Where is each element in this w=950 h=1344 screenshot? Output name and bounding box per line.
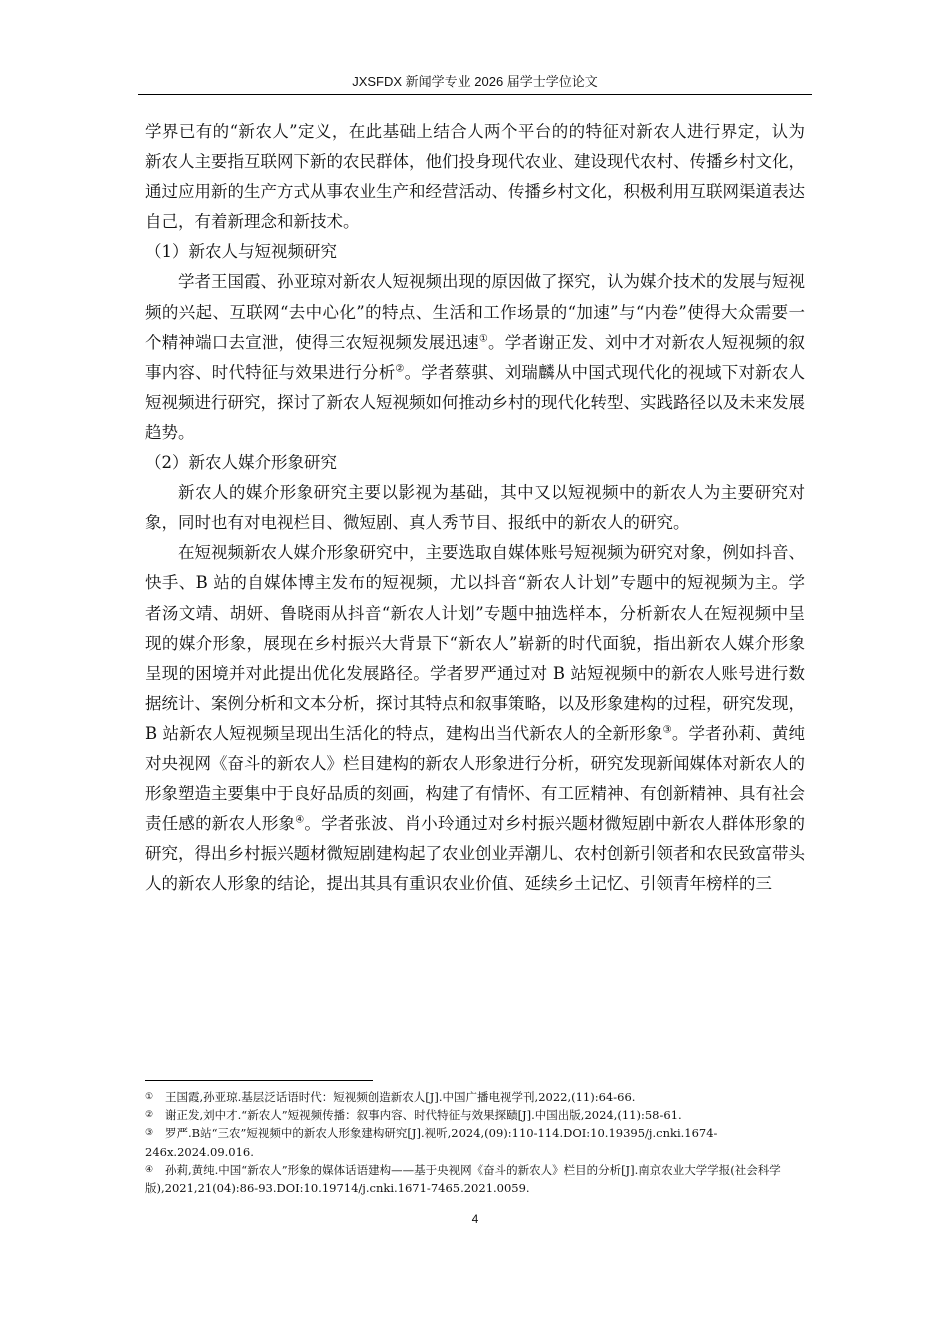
footnote-mark: ②	[145, 1110, 154, 1121]
footnote-text: 孙莉,黄纯.中国“新农人”形象的媒体话语建构——基于央视网《奋斗的新农人》栏目的分析[J].南京农业大学学报(社会科学版),2021,21(04):86-93.DOI:10.19714/j.cnki.1671-7465.2021.0059.	[145, 1162, 781, 1196]
footnote-ref-1[interactable]: ①	[478, 333, 489, 345]
section-heading-1: （1）新农人与短视频研究	[145, 242, 337, 262]
page-number: 4	[471, 1212, 479, 1226]
footnote-ref-3[interactable]: ③	[662, 724, 672, 736]
paragraph-text: 。学者蔡骐、刘瑞麟从中国式现代化的视域下对新农人短视频进行研究，探讨了新农人短视频如何推动乡村的现代化转型、实践路径以及未来发展趋势。	[145, 362, 806, 442]
body-text	[145, 117, 805, 899]
footnote-mark: ①	[145, 1092, 154, 1102]
paragraph-media-image-studies	[145, 538, 805, 899]
paragraph-text: 学者王国霞、孙亚琼对新农人短视频出现的原因做了探究，认为媒介技术的发展与短视频的兴起、互联网“去中心化”的特点、生活和工作场景的“加速”与“内卷”使得大众需要一个精神端口去宣泄，使得三农短视频发展迅速	[145, 272, 805, 352]
paragraph-text: 。学者谢正发、刘中才对新农人短视频的叙事内容、时代特征与效果进行分析	[145, 332, 806, 382]
footnote-text: 王国霞,孙亚琼.基层泛话语时代：短视频创造新农人[J].中国广播电视学刊,2022,(11):64-66.	[165, 1090, 636, 1104]
paragraph-text: 在短视频新农人媒介形象研究中，主要选取自媒体账号短视频为研究对象，例如抖音、快手、B 站的自媒体博主发布的短视频，尤以抖音“新农人计划”专题中的短视频为主。学者汤文靖、胡妍、鲁晓雨从抖音“新农人计划”专题中抽选样本，分析新农人在短视频中呈现的媒介形象，展现在乡村振兴大背景下“新农人”崭新的时代面貌，指出新农人媒介形象呈现的困境并对此提出优化发展路径。学者罗严通过对 B 站短视频中的新农人账号进行数据统计、案例分析和文本分析，探讨其特点和叙事策略，以及形象建构的过程，研究发现，B 站新农人短视频呈现出生活化的特点，建构出当代新农人的全新形象	[145, 543, 805, 743]
footnote-text: 谢正发,刘中才.“新农人”短视频传播：叙事内容、时代特征与效果探赜[J].中国出版,2024,(11):58-61.	[165, 1108, 682, 1123]
paragraph-short-video-research	[145, 267, 805, 448]
footnote-ref-4[interactable]: ④	[295, 814, 305, 826]
footnote-mark: ④	[145, 1164, 154, 1175]
footnote-mark: ③	[145, 1128, 154, 1139]
running-header: JXSFDX 新闻学专业 2026 届学士学位论文	[138, 74, 812, 95]
section-heading-2: （2）新农人媒介形象研究	[145, 453, 337, 473]
footnote-1	[145, 1088, 810, 1106]
paragraph-media-image-overview: 新农人的媒介形象研究主要以影视为基础，其中又以短视频中的新农人为主要研究对象，同时也有对电视栏目、微短剧、真人秀节目、报纸中的新农人的研究。	[145, 483, 805, 533]
footnotes	[145, 1088, 810, 1197]
footnote-4	[145, 1161, 810, 1197]
footnote-2	[145, 1106, 810, 1124]
paragraph-text: 。学者孙莉、黄纯对央视网《奋斗的新农人》栏目建构的新农人形象进行分析，研究发现新闻媒体对新农人的形象塑造主要集中于良好品质的刻画，构建了有情怀、有工匠精神、有创新精神、具有社会责任感的新农人形象	[145, 723, 806, 834]
footnote-text: 罗严.B站“三农”短视频中的新农人形象建构研究[J].视听,2024,(09):110-114.DOI:10.19395/j.cnki.1674-246x.2024.09.016.	[145, 1126, 718, 1159]
footnote-3	[145, 1124, 810, 1160]
footnote-ref-2[interactable]: ②	[395, 363, 405, 375]
paragraph-definition: 学界已有的“新农人”定义，在此基础上结合人两个平台的的特征对新农人进行界定，认为新农人主要指互联网下新的农民群体，他们投身现代农业、建设现代农村、传播乡村文化，通过应用新的生产方式从事农业生产和经营活动、传播乡村文化，积极利用互联网渠道表达自己，有着新理念和新技术。	[145, 122, 805, 232]
paragraph-text: 。学者张波、肖小玲通过对乡村振兴题材微短剧中新农人群体形象的研究，得出乡村振兴题材微短剧建构起了农业创业弄潮儿、农村创新引领者和农民致富带头人的新农人形象的结论，提出其具有重识农业价值、延续乡土记忆、引领青年榜样的三	[145, 814, 806, 894]
footnote-separator	[145, 1080, 373, 1081]
